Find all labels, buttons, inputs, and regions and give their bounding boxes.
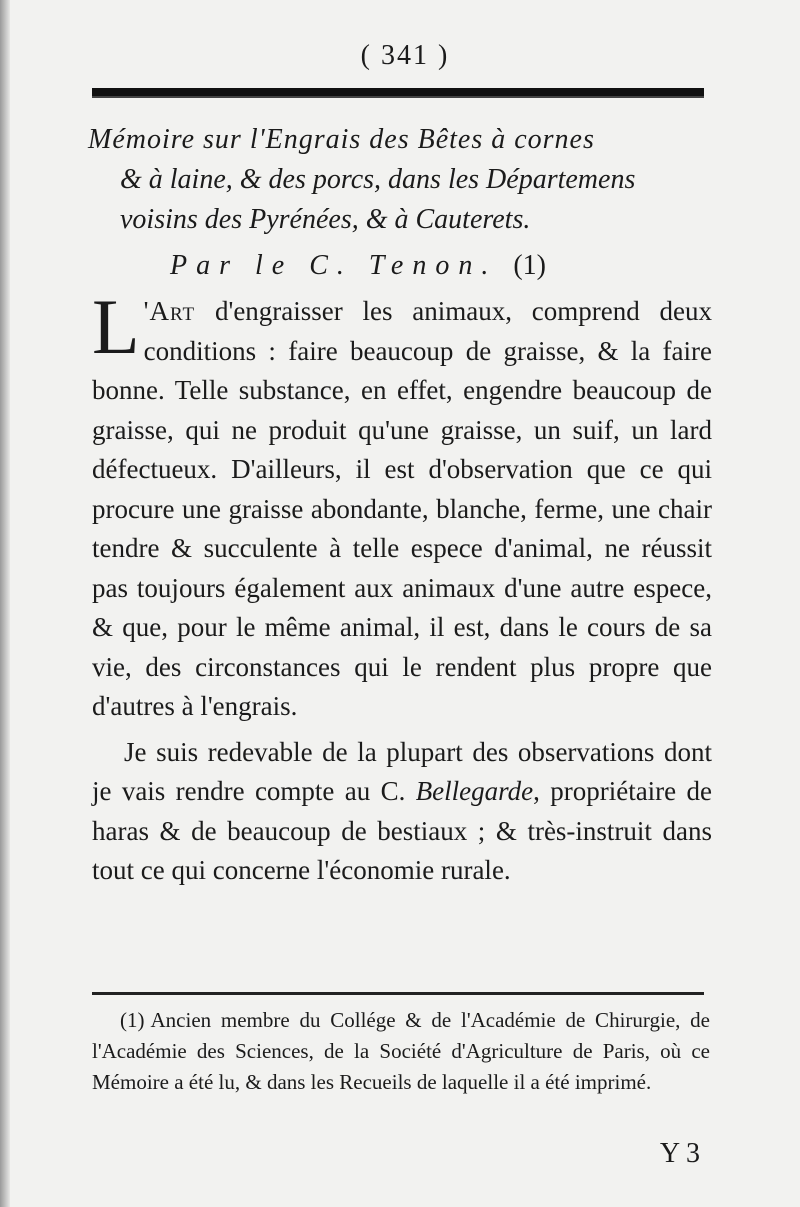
footnote-text: Ancien membre du Collége & de l'Académie de Chirurgie, de l'Académie des Sciences, de la Société d'Agriculture de Paris, où ce Mémoire a été lu, & dans les Recueils de laquelle il a été imprimé. [92,1008,710,1094]
main-text [92,283,713,891]
footnote [92,1005,710,1098]
opening-smallcaps: 'Art [143,296,196,326]
paragraph-1 [92,283,713,727]
signature-mark: Y 3 [659,1138,700,1169]
title-line-1: Mémoire sur l'Engrais des Bêtes à cornes [88,124,595,155]
memoir-title [88,120,708,240]
paragraph-1-text: d'engraisser les animaux, comprend deux conditions : faire beaucoup de graisse, & la faire bonne. Telle substance, en effet, engendre beaucoup de graisse, qui ne produit qu'une graisse, un suif, un lard défectueux. D'ailleurs, il est d'observation que ce qui procure une graisse abondante, blanche, ferme, une chair tendre & succulente à telle espece d'animal, ne réussit pas toujours également aux animaux d'une autre espece, & que, pour le même animal, il est, dans le cours de sa vie, des circonstances qui le rendent plus propre que d'autres à l'engrais. [92,296,713,721]
author-line [170,250,700,282]
footnote-rule [92,992,704,995]
footnote-mark: (1) [120,1008,145,1032]
page-number: ( 341 ) [360,40,450,71]
drop-cap: L [92,283,140,370]
author-name: Par le C. Tenon. [170,250,498,281]
bellegarde-name: Bellegarde [415,776,534,806]
paragraph-2 [92,733,712,891]
title-line-3: voisins des Pyrénées, & à Cauterets. [120,204,531,235]
title-line-2: & à laine, & des porcs, dans les Départemens [120,164,636,195]
paragraph-2-text-a: Je suis redevable de la plupart des observations dont je vais rendre compte au C. [92,736,712,806]
paragraph-2-text-b: , propriétaire de haras & de beaucoup de bestiaux ; & très-instruit dans tout ce qui concerne l'économie rurale. [92,776,712,885]
header-rule [92,88,704,98]
author-footnote-ref: (1) [513,250,546,281]
